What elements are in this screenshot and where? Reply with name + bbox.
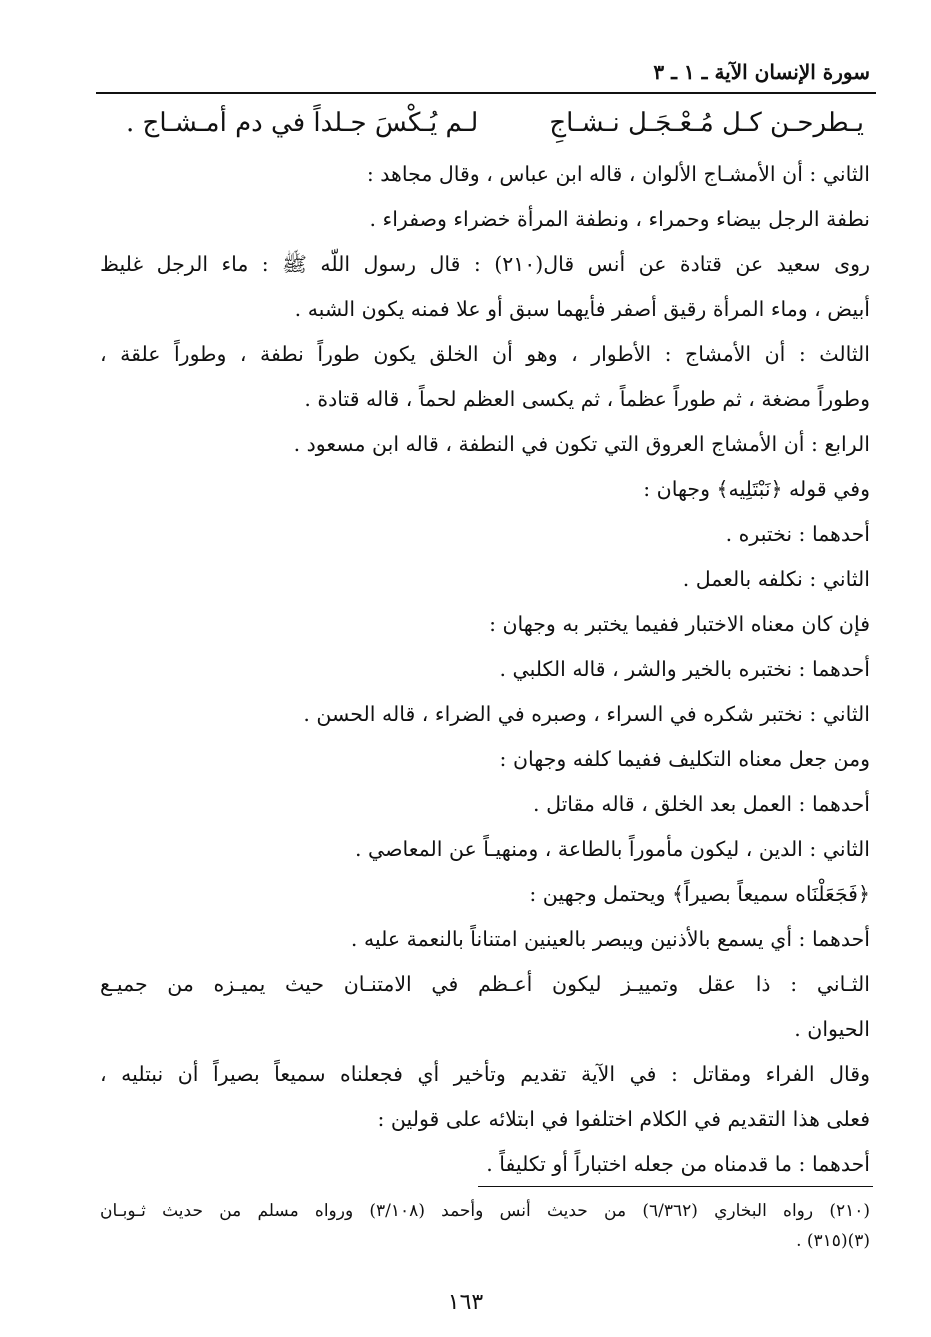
text-line: وقال الفراء ومقاتل : في الآية تقديم وتأخير أي فجعلناه سميعاً بصيراً أن نبتليه ، [100, 1062, 870, 1086]
text-line: الثـاني : ذا عقل وتمييـز ليكون أعـظم في الامتنـان حيث يميـزه من جميـع [100, 972, 870, 996]
text-line: الثاني : نكلفه بالعمل . [682, 567, 870, 591]
main-text [100, 152, 870, 1187]
header-title: سورة الإنسان الآية ـ ١ ـ ٣ [653, 60, 870, 84]
text-line: وطوراً مضغة ، ثم طوراً عظماً ، ثم يكسى العظم لحماً ، قاله قتادة . [304, 387, 870, 411]
footnote [100, 1196, 870, 1256]
verse-first-hemistich: يـطرحـن كـل مُـعْـجَـل نـشـاجِ [549, 108, 864, 138]
text-line: روى سعيد عن قتادة عن أنس قال(٢١٠) : قال رسول اللّه ﷺ : ماء الرجل غليظ [100, 252, 870, 276]
running-header [96, 52, 876, 94]
text-line: فإن كان معناه الاختبار ففيما يختبر به وجهان : [489, 612, 870, 636]
text-line: الحيوان . [794, 1017, 870, 1041]
verse-second-hemistich: لـم يُـكْسَ جـلداً في دم أمـشـاج . [126, 108, 479, 138]
text-line: أبيض ، وماء المرأة رقيق أصفر فأيهما سبق أو علا فمنه يكون الشبه . [294, 297, 870, 321]
text-line: الثالث : أن الأمشاج : الأطوار ، وهو أن الخلق يكون طوراً نطفة ، وطوراً علقة ، [100, 342, 870, 366]
text-line: أحدهما : ما قدمناه من جعله اختباراً أو تكليفاً . [486, 1152, 870, 1176]
text-line: أحدهما : العمل بعد الخلق ، قاله مقاتل . [533, 792, 870, 816]
text-line: أحدهما : نختبره . [725, 522, 870, 546]
text-line: ومن جعل معناه التكليف ففيما كلفه وجهان : [499, 747, 870, 771]
text-line: الثاني : نختبر شكره في السراء ، وصبره في الضراء ، قاله الحسن . [303, 702, 870, 726]
text-line: أحدهما : أي يسمع بالأذنين ويبصر بالعينين امتناناً بالنعمة عليه . [350, 927, 870, 951]
footnote-separator [478, 1186, 873, 1187]
text-line: ﴿فَجَعَلْنَاه سميعاً بصيراً﴾ ويحتمل وجهين : [529, 882, 870, 906]
text-line: أحدهما : نختبره بالخير والشر ، قاله الكلبي . [499, 657, 870, 681]
text-line: الرابع : أن الأمشاج العروق التي تكون في النطفة ، قاله ابن مسعود . [293, 432, 870, 456]
footnote-line: (٢١٠) رواه البخاري (٦/٣٦٢) من حديث أنس وأحمد (٣/١٠٨) ورواه مسلم من حديث ثـوبـان [100, 1201, 870, 1221]
footnote-line: (٣)(٣١٥) . [796, 1231, 870, 1251]
text-line: نطفة الرجل بيضاء وحمراء ، ونطفة المرأة خضراء وصفراء . [369, 207, 870, 231]
text-line: فعلى هذا التقديم في الكلام اختلفوا في ابتلائه على قولين : [377, 1107, 870, 1131]
page-number: ١٦٣ [447, 1290, 484, 1315]
text-line: وفي قوله ﴿نَبْتَلِيه﴾ وجهان : [643, 477, 870, 501]
text-line: الثاني : الدين ، ليكون مأموراً بالطاعة ، ومنهيـاً عن المعاصي . [354, 837, 870, 861]
poetry-verse [96, 106, 876, 152]
text-line: الثاني : أن الأمشـاج الألوان ، قاله ابن عباس ، وقال مجاهد : [366, 162, 870, 186]
